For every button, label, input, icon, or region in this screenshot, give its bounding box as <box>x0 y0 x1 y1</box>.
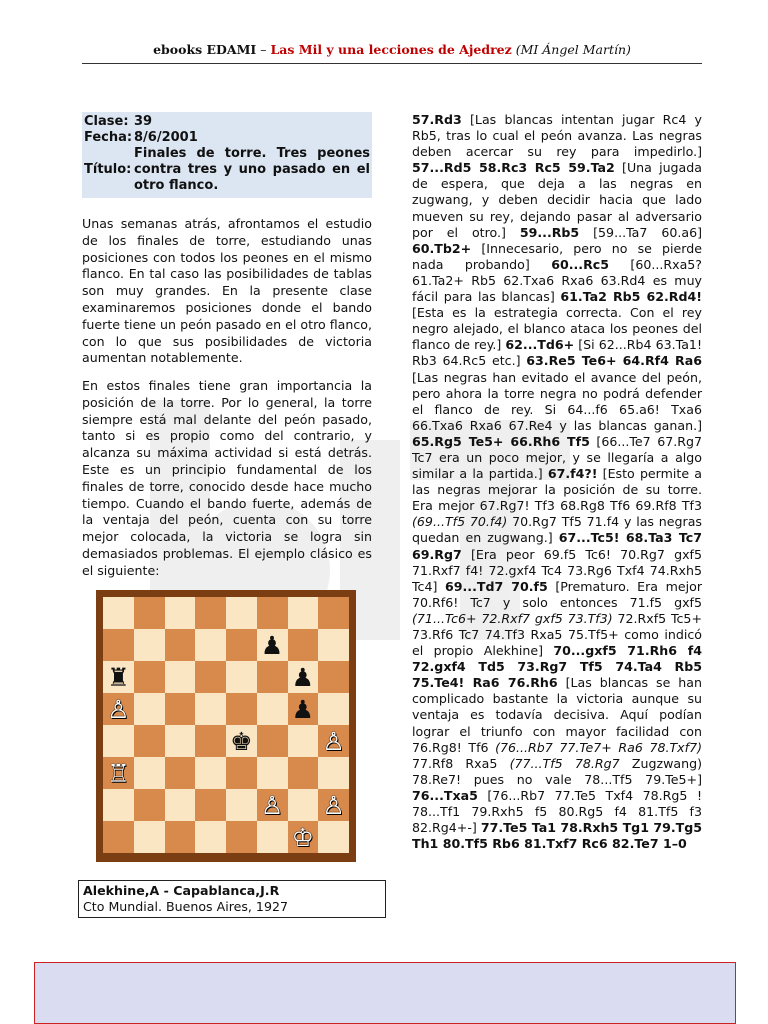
chess-piece: ♚ <box>230 726 253 756</box>
chess-piece: ♔ <box>291 822 315 852</box>
board-square <box>103 597 134 629</box>
board-square <box>165 789 196 821</box>
board-square <box>226 661 257 693</box>
titulo-label: Título: <box>84 162 132 177</box>
board-square <box>226 693 257 725</box>
board-square <box>257 597 288 629</box>
board-square <box>288 597 319 629</box>
board-square <box>226 821 257 853</box>
board-square <box>318 629 349 661</box>
board-square <box>134 821 165 853</box>
board-square <box>165 693 196 725</box>
board-square <box>134 725 165 757</box>
board-square <box>165 821 196 853</box>
titulo-value: Finales de torre. Tres peones contra tres y uno pasado en el otro flanco. <box>134 146 370 193</box>
board-square <box>257 725 288 757</box>
publisher-name: ebooks EDAMI <box>153 42 257 57</box>
board-square <box>165 629 196 661</box>
board-square <box>134 597 165 629</box>
chess-piece: ♙ <box>322 726 345 756</box>
board-square <box>288 661 319 693</box>
board-square <box>226 597 257 629</box>
page-header <box>82 42 702 57</box>
game-moves-text: 57.Rd3 [Las blancas intentan jugar Rc4 y Rb5, tras lo cual el peón avanza. Las negras deben acercar su rey para impedirlo.] 57...Rd5 58.Rc3 Rc5 59.Ta2 [Una jugada de espera, que deja a las negras en zugwang, y deben decidir hacia que lado mueven su rey, dejando pasar al adversario por el otro.] 59...Rb5 [59...Ta7 60.a6] 60.Tb2+ [Innecesario, pero no se pierde nada probando] 60...Rc5 [60...Rxa5? 61.Ta2+ Rb5 62.Txa6 Rxa6 63.Rd4 es muy fácil para las blancas] 61.Ta2 Rb5 62.Rd4! [Esta es la estrategia correcta. Con el rey negro alejado, el blanco ataca los peones del flanco de rey.] 62...Td6+ [Si 62...Rb4 63.Ta1! Rb3 64.Rc5 etc.] 63.Re5 Te6+ 64.Rf4 Ra6 [Las negras han evitado el avance del peón, pero ahora la torre negra no podrá defender el flanco de rey. Si 64...f6 65.a6! Txa6 66.Txa6 Rxa6 67.Re4 y las blancas ganan.] 65.Rg5 Te5+ 66.Rh6 Tf5 [66...Te7 67.Rg7 Tc7 era un poco mejor, y se llegaría a algo similar a la partida.] 67.f4?! [Esto permite a las negras mejorar la posición de su torre. Era mejor 67.Rg7! Tf3 68.Rg8 Tf6 69.Rf8 Tf3 (69...Tf5 70.f4) 70.Rg7 Tf5 71.f4 y las negras quedan en zugwang.] 67...Tc5! 68.Ta3 Tc7 69.Rg7 [Era peor 69.f5 Tc6! 70.Rg7 gxf5 71.Rxf7 f4! 72.gxf4 Tc4 73.Rg6 Txf4 74.Rxh5 Tc4] 69...Td7 70.f5 [Prematuro. Era mejor 70.Rf6! Tc7 y solo entonces 71.f5 gxf5 (71...Tc6+ 72.Rxf7 gxf5 73.Tf3) 72.Rxf5 Tc5+ 73.Rf6 Tc7 74.Tf3 Rxa5 75.Tf5+ como indicó el propio Alekhine] 70...gxf5 71.Rh6 f4 72.gxf4 Td5 73.Rg7 Tf5 74.Ta4 Rb5 75.Te4! Ra6 76.Rh6 [Las blancas se han complicado bastante la victoria aunque su ventaja es todavía decisiva. Aquí podían lograr el triunfo con mayor facilidad con 76.Rg8! Tf6 (76...Rb7 77.Te7+ Ra6 78.Txf7) 77.Rf8 Rxa5 (77...Tf5 78.Rg7 Zugzwang) 78.Re7! pues no vale 78...Tf5 79.Te5+] 76...Txa5 [76...Rb7 77.Te5 Txf4 78.Rg5 ! 78...Tf1 79.Rxh5 f5 80.Rg5 f4 81.Tf5 f3 82.Rg4+-] 77.Te5 Ta1 78.Rxh5 Tg1 79.Tg5 Th1 80.Tf5 Rb6 81.Txf7 Rc6 82.Te7 1–0 <box>412 112 703 852</box>
chess-piece: ♟ <box>260 630 284 660</box>
clase-label: Clase: <box>84 114 129 129</box>
board-square <box>226 725 257 757</box>
board-square <box>226 757 257 789</box>
lesson-info-box <box>82 112 372 198</box>
board-square <box>257 629 288 661</box>
footer-banner <box>34 962 736 1024</box>
board-square <box>226 629 257 661</box>
game-event: Cto Mundial. Buenos Aires, 1927 <box>83 899 288 914</box>
board-square <box>165 597 196 629</box>
titulo-row <box>82 146 372 194</box>
board-square <box>288 757 319 789</box>
board-square <box>103 629 134 661</box>
fecha-value: 8/6/2001 <box>134 130 198 145</box>
board-square <box>195 725 226 757</box>
board-square <box>134 757 165 789</box>
board-square <box>257 693 288 725</box>
board-square <box>103 757 134 789</box>
chess-diagram <box>96 590 356 862</box>
fecha-row <box>82 130 372 146</box>
board-square <box>134 661 165 693</box>
board-square <box>103 693 134 725</box>
board-square <box>288 693 319 725</box>
board-square <box>318 821 349 853</box>
board-square <box>195 629 226 661</box>
board-square <box>318 725 349 757</box>
board-square <box>288 725 319 757</box>
board-square <box>257 661 288 693</box>
board-square <box>165 725 196 757</box>
board-square <box>134 693 165 725</box>
header-dash: – <box>256 42 271 57</box>
board-square <box>226 789 257 821</box>
fecha-label: Fecha: <box>84 130 133 145</box>
book-title: Las Mil y una lecciones de Ajedrez <box>270 42 512 57</box>
clase-row <box>82 114 372 130</box>
book-author: (MI Ángel Martín) <box>511 42 631 57</box>
board-square <box>103 725 134 757</box>
board-square <box>288 789 319 821</box>
board-square <box>195 597 226 629</box>
board-square <box>134 629 165 661</box>
board-square <box>318 757 349 789</box>
board-square <box>103 661 134 693</box>
board-square <box>134 789 165 821</box>
intro-paragraph-2: En estos finales tiene gran importancia la posición de la torre. Por lo general, la torre siempre está mal delante del peón pasado, tanto si es propio como del contrario, y alcanza su máxima actividad si está detrás. Este es un principio fundamental de los finales de torre, conocido desde hace mucho tiempo. Cuando el bando fuerte, además de la ventaja del peón, cuenta con su torre mejor colocada, la victoria se logra sin demasiados problemas. El ejemplo clásico es el siguiente: <box>82 378 372 578</box>
chess-piece: ♙ <box>260 790 284 820</box>
board-square <box>195 821 226 853</box>
board-square <box>195 661 226 693</box>
board-square <box>318 693 349 725</box>
chess-piece: ♙ <box>107 694 130 724</box>
board-square <box>257 757 288 789</box>
board-square <box>288 821 319 853</box>
board-square <box>257 821 288 853</box>
chess-piece: ♟ <box>291 662 315 692</box>
board-square <box>165 661 196 693</box>
game-info-box <box>78 880 386 918</box>
board-square <box>195 757 226 789</box>
board-square <box>195 789 226 821</box>
board-square <box>165 757 196 789</box>
clase-value: 39 <box>134 114 153 129</box>
chess-piece: ♜ <box>107 662 130 692</box>
chess-piece: ♟ <box>291 694 315 724</box>
board-square <box>318 789 349 821</box>
board-square <box>288 629 319 661</box>
board-square <box>103 821 134 853</box>
board-square <box>103 789 134 821</box>
game-players: Alekhine,A - Capablanca,J.R <box>83 883 280 898</box>
board-square <box>195 693 226 725</box>
chess-piece: ♙ <box>322 790 345 820</box>
header-rule <box>82 63 702 64</box>
intro-paragraph-1: Unas semanas atrás, afrontamos el estudio de los finales de torre, estudiando unas posiciones con todos los peones en el mismo flanco. En tal caso las posibilidades de tablas son muy grandes. En la presente clase examinaremos posiciones donde el bando fuerte tiene un peón pasado en el otro flanco, con lo que sus posibilidades de victoria aumentan notablemente. <box>82 216 372 366</box>
chess-piece: ♖ <box>107 758 130 788</box>
board-square <box>318 597 349 629</box>
board-square <box>257 789 288 821</box>
chess-board <box>103 597 349 853</box>
board-square <box>318 661 349 693</box>
